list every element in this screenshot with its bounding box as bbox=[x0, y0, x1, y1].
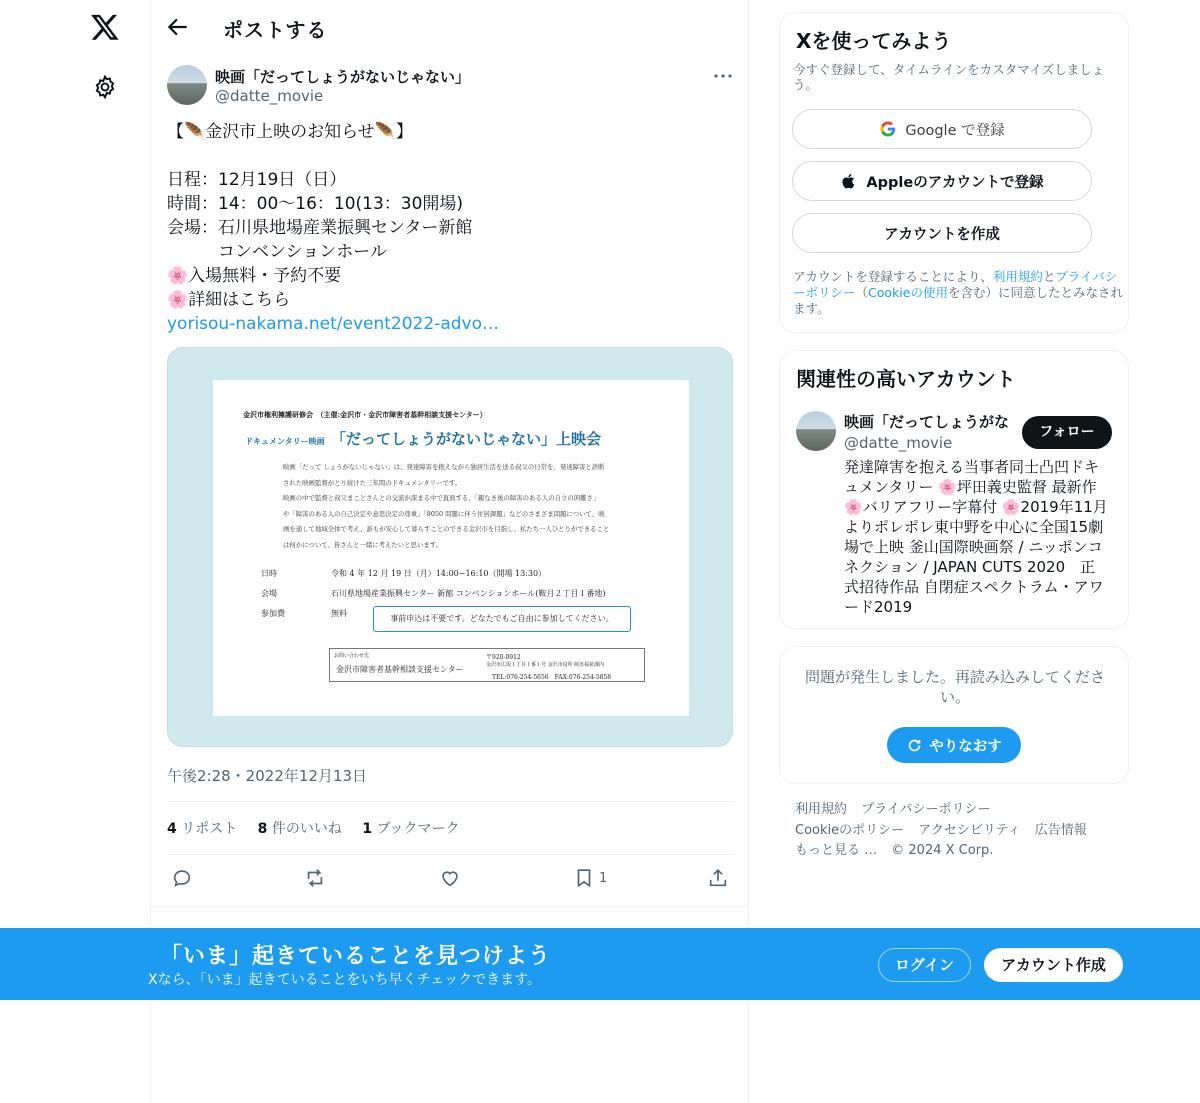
like-button[interactable] bbox=[439, 866, 461, 890]
tweet-timestamp[interactable]: 午後2:28・2022年12月13日 bbox=[167, 767, 368, 785]
flyer-row-value: 無料 bbox=[331, 609, 347, 618]
bookmark-stat[interactable] bbox=[362, 818, 459, 838]
google-signup-label: Google で登録 bbox=[905, 122, 1005, 139]
retry-label: やりなおす bbox=[929, 738, 1002, 755]
google-icon bbox=[879, 120, 897, 138]
flyer-body-line: は何かについて、皆さんと一緒に考えたいと思います。 bbox=[283, 540, 442, 549]
author-avatar[interactable] bbox=[167, 65, 207, 105]
legal-text-part: と bbox=[1042, 269, 1056, 284]
heart-icon bbox=[439, 867, 461, 889]
tweet-text bbox=[167, 120, 727, 336]
flyer-body-line: された映画監督がとり続けた三年間のドキュメンタリーです。 bbox=[283, 478, 462, 487]
flyer-row-label: 日時 bbox=[261, 569, 277, 578]
tweet-line: 日程：12月19日（日） bbox=[167, 170, 347, 190]
flyer-contact-tel: TEL:076-254-5656 FAX:076-254-5858 bbox=[492, 674, 612, 681]
cookie-link[interactable]: Cookieの使用 bbox=[868, 285, 948, 300]
flyer-body-line: 映画「だって しょうがないじゃない」は、発達障害を抱えながら独居生活を送る叔父の日常を、発達障害と診断 bbox=[283, 463, 605, 471]
top-bar bbox=[151, 0, 749, 54]
gear-icon[interactable] bbox=[92, 74, 118, 100]
legal-text-part: （ bbox=[855, 285, 869, 300]
retry-button[interactable] bbox=[887, 727, 1021, 763]
error-text: 問題が発生しました。再読み込みしてください。 bbox=[804, 668, 1105, 706]
like-stat[interactable] bbox=[258, 818, 342, 838]
legal-text-part: アカウントを登録することにより、 bbox=[793, 269, 993, 284]
flyer-org: 金沢市権利擁護研修会 （主催:金沢市・金沢市障害者基幹相談支援センター） bbox=[243, 410, 487, 419]
flyer-contact-name: 金沢市障害者基幹相談支援センター bbox=[336, 665, 464, 674]
footer-link[interactable]: Cookieのポリシー bbox=[795, 822, 905, 838]
reply-icon bbox=[171, 867, 193, 889]
create-account-button[interactable] bbox=[792, 213, 1092, 253]
login-button[interactable]: ログイン bbox=[878, 948, 971, 982]
tweet-line: コンベンションホール bbox=[167, 242, 387, 262]
flyer-contact-address: 金沢市広坂１丁目１番１号 金沢市役所 障害福祉課内 bbox=[486, 662, 605, 668]
related-handle[interactable]: @datte_movie bbox=[844, 434, 953, 452]
tweet-line: 【🪶金沢市上映のお知らせ🪶】 bbox=[167, 122, 413, 142]
flyer-body-line: や「障害のある人の自己決定や意思決定の尊重」「8050 問題に伴う住居課題」などのさまざま問題について、映 bbox=[283, 509, 605, 518]
google-signup-button[interactable] bbox=[792, 109, 1092, 149]
flyer-contact-zip: 〒920-0912 bbox=[486, 654, 521, 661]
terms-link[interactable]: 利用規約 bbox=[992, 269, 1043, 284]
signup-button[interactable]: アカウント作成 bbox=[984, 948, 1123, 982]
tweet-stats bbox=[167, 818, 476, 838]
repost-button[interactable] bbox=[304, 866, 326, 890]
tweet-line bbox=[167, 144, 727, 168]
share-button[interactable] bbox=[707, 866, 729, 890]
stat-number: 4 bbox=[167, 821, 177, 837]
related-accounts-panel bbox=[779, 350, 1129, 629]
bookmark-button[interactable] bbox=[573, 866, 607, 890]
flyer-row-value: 石川県地場産業振興センター 新館 コンベンションホール(鞍月２丁目１番地) bbox=[331, 589, 606, 598]
follow-button[interactable]: フォロー bbox=[1022, 416, 1112, 449]
footer-link[interactable]: 広告情報 bbox=[1034, 822, 1087, 838]
flyer-body-line: 画を通して地域全体で考え、誰もが安心して暮らすことのできる金沢市を目指し、私たち一人ひとりができること bbox=[283, 525, 610, 533]
refresh-icon bbox=[906, 737, 923, 754]
banner-subtitle: Xなら、「いま」起きていることをいち早くチェックできます。 bbox=[148, 972, 542, 988]
flyer-body-line: 映画の中で監督と叔父まことさんとの交流が深まる中で直面する、「親なき後の障害のある人の自立の困難さ」 bbox=[283, 494, 600, 502]
tweet-line: 会場：石川県地場産業振興センター新館 bbox=[167, 218, 473, 238]
repost-stat[interactable] bbox=[167, 818, 237, 838]
stat-label: リポスト bbox=[181, 821, 238, 837]
repost-icon bbox=[304, 867, 326, 889]
apple-signup-button[interactable] bbox=[792, 161, 1092, 201]
divider bbox=[167, 801, 734, 802]
author-name[interactable]: 映画「だってしょうがないじゃない」 bbox=[215, 68, 471, 86]
reply-button[interactable] bbox=[171, 866, 193, 890]
more-options-icon[interactable] bbox=[711, 64, 735, 88]
related-avatar[interactable] bbox=[796, 411, 836, 451]
flyer-row-value: 令和 4 年 12 月 19 日（月）14:00~16:10（開場 13:30） bbox=[331, 569, 547, 578]
flyer-contact-label: お問い合わせ先 bbox=[334, 653, 370, 659]
legal-text bbox=[793, 269, 1123, 317]
footer-links bbox=[795, 800, 1125, 862]
footer-link[interactable]: アクセシビリティ bbox=[918, 822, 1021, 838]
footer-link[interactable]: プライバシーポリシー bbox=[861, 802, 991, 817]
bookmark-count: 1 bbox=[599, 870, 608, 886]
footer-link[interactable]: もっと見る … bbox=[795, 843, 878, 858]
flyer-row-label: 参加費 bbox=[261, 609, 285, 618]
share-icon bbox=[707, 867, 729, 889]
tweet-line: 🌸詳細はこちら bbox=[167, 290, 291, 310]
author-handle[interactable]: @datte_movie bbox=[215, 87, 324, 105]
apple-signup-label: Appleのアカウントで登録 bbox=[866, 174, 1044, 191]
stat-label: 件のいいね bbox=[271, 821, 342, 837]
flyer-contact-box bbox=[329, 648, 645, 682]
tweet-line: 🌸入場無料・予約不要 bbox=[167, 266, 342, 286]
create-account-label: アカウントを作成 bbox=[884, 226, 1000, 243]
signup-panel bbox=[779, 12, 1129, 333]
signup-subtitle: 今すぐ登録して、タイムラインをカスタマイズしましょう。 bbox=[793, 62, 1105, 92]
related-bio: 発達障害を抱える当事者同士凸凹ドキュメンタリー 🌸坪田義史監督 最新作 🌸バリアフリー字幕付 🌸2019年11月よりポレポレ東中野を中心に全国15劇場で上映 釜山国際映画祭 / ニッポンコネクション / JAPAN CUTS 2020 正式招待作品 自閉症スペクトラム・アワード2019 bbox=[844, 458, 1108, 616]
bookmark-icon bbox=[573, 867, 595, 889]
banner-title: 「いま」起きていることを見つけよう bbox=[160, 944, 552, 969]
related-title: 関連性の高いアカウント bbox=[796, 367, 1016, 391]
divider bbox=[167, 854, 734, 855]
flyer-body bbox=[283, 460, 623, 553]
back-arrow-icon[interactable] bbox=[165, 14, 191, 40]
stat-number: 1 bbox=[362, 821, 373, 837]
flyer-row-label: 会場 bbox=[261, 589, 277, 598]
event-flyer-image bbox=[213, 380, 689, 716]
footer-link[interactable]: 利用規約 bbox=[795, 802, 848, 817]
flyer-doc-label: ドキュメンタリー映画 bbox=[245, 436, 325, 446]
flyer-note: 事前申込は不要です。どなたでもご自由に参加してください。 bbox=[373, 606, 631, 632]
x-logo-icon[interactable] bbox=[90, 12, 120, 42]
flyer-title: 「だってしょうがないじゃない」上映会 bbox=[331, 430, 602, 448]
bottom-banner bbox=[0, 928, 1200, 1000]
page-title: ポストする bbox=[223, 18, 328, 42]
related-name[interactable]: 映画「だってしょうがな bbox=[844, 413, 1010, 431]
tweet-line: 時間：14：00〜16：10(13：30開場) bbox=[167, 194, 464, 214]
tweet-link[interactable]: yorisou-nakama.net/event2022-advo… bbox=[167, 314, 499, 334]
error-panel bbox=[779, 646, 1129, 784]
tweet-media[interactable] bbox=[167, 347, 733, 747]
privacy-link[interactable]: プライバシーポリシー bbox=[793, 269, 1118, 300]
signup-title: Xを使ってみよう bbox=[796, 29, 952, 53]
stat-label: ブックマーク bbox=[376, 821, 460, 837]
legal-text-part: を含む）に同意したとみなされます。 bbox=[793, 285, 1123, 316]
copyright: © 2024 X Corp. bbox=[891, 843, 994, 858]
divider bbox=[151, 906, 749, 907]
apple-icon bbox=[840, 172, 858, 190]
stat-number: 8 bbox=[257, 821, 268, 837]
